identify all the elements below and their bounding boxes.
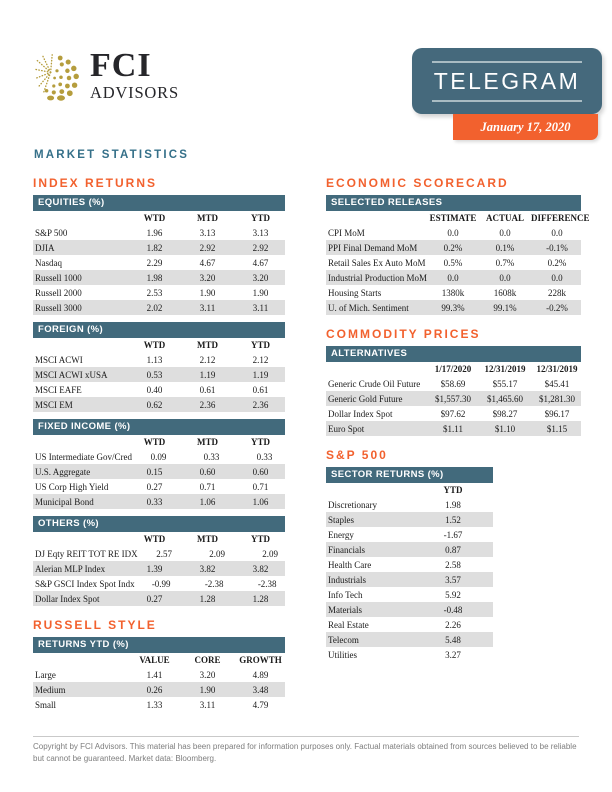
row-label: DJIA [35,242,55,253]
table-row [326,632,493,647]
column-header: MTD [197,437,218,447]
cell-value: 0.0 [499,227,511,238]
cell-value: 0.2% [547,257,567,268]
table-row [326,376,581,391]
cell-value: $1,465.60 [487,393,523,404]
table-row [33,576,285,591]
row-label: Russell 2000 [35,287,82,298]
cell-value: $45.41 [544,378,570,389]
table-row [33,479,285,494]
cell-value: 0.71 [199,481,216,492]
row-label: CPI MoM [328,227,365,238]
cell-value: 0.71 [252,481,269,492]
logo-line-fci: FCI [90,47,152,84]
table-row [326,572,493,587]
row-label: S&P GSCI Index Spot Indx [35,578,135,589]
left-column [33,176,285,719]
cell-value: $1.15 [546,423,568,434]
table-row [326,225,581,240]
content-columns [33,176,590,736]
table-row [33,225,285,240]
cell-value: 4.79 [252,699,269,710]
cell-value: -0.48 [443,604,463,615]
cell-value: 0.40 [146,384,163,395]
row-label: Housing Starts [328,287,382,298]
row-label: Dollar Index Spot [328,408,393,419]
table-title-bar: FIXED INCOME (%) [33,419,285,435]
table-title-bar: RETURNS YTD (%) [33,637,285,653]
cell-value: 3.20 [199,669,216,680]
table-row [326,285,581,300]
cell-value: 0.33 [256,451,273,462]
table-row [33,352,285,367]
row-label: Real Estate [328,619,369,630]
row-label: Industrial Production MoM [328,272,427,283]
row-label: Health Care [328,559,372,570]
row-label: Medium [35,684,66,695]
table-row [326,240,581,255]
column-header: YTD [250,340,270,350]
data-table [326,346,581,436]
cell-value: 2.12 [199,354,216,365]
cell-value: 1.28 [199,593,216,604]
banner-rule-top [432,61,582,63]
cell-value: 2.92 [252,242,269,253]
cell-value: 2.57 [156,548,172,559]
column-header-row [33,532,285,546]
cell-value: 0.0 [499,272,511,283]
table-row [326,602,493,617]
cell-value: 0.27 [146,481,163,492]
column-header: WTD [143,340,166,350]
table-row [33,682,285,697]
column-header: MTD [197,534,218,544]
cell-value: 1.98 [146,272,163,283]
table-row [326,557,493,572]
cell-value: 3.11 [252,302,269,313]
cell-value: $55.17 [492,378,518,389]
right-column [326,176,590,669]
row-label: Russell 1000 [35,272,82,283]
cell-value: -0.99 [151,578,171,589]
cell-value: 1.52 [445,514,461,525]
table-row [326,391,581,406]
row-label: S&P 500 [35,227,68,238]
column-header: CORE [194,655,221,665]
table-row [326,647,493,662]
column-header: WTD [143,437,166,447]
row-label: Retail Sales Ex Auto MoM [328,257,426,268]
cell-value: 2.92 [199,242,216,253]
table-row [326,497,493,512]
cell-value: 4.89 [252,669,269,680]
cell-value: $58.69 [440,378,466,389]
table-row [326,527,493,542]
row-label: Generic Gold Future [328,393,403,404]
row-label: Financials [328,544,365,555]
cell-value: 0.0 [551,272,563,283]
data-table [33,322,285,412]
cell-value: 0.15 [146,466,163,477]
cell-value: $1.11 [443,423,463,434]
cell-value: 2.09 [262,548,278,559]
section-heading: RUSSELL STYLE [33,618,157,632]
column-header: WTD [143,534,166,544]
row-label: MSCI ACWI xUSA [35,369,108,380]
cell-value: 5.48 [445,634,461,645]
cell-value: 0.53 [146,369,163,380]
cell-value: 3.11 [199,302,216,313]
cell-value: 2.36 [199,399,216,410]
row-label: US Corp High Yield [35,481,109,492]
data-table [33,637,285,712]
row-label: Generic Crude Oil Future [328,378,421,389]
column-header: MTD [197,340,218,350]
cell-value: 4.67 [252,257,269,268]
cell-value: 1608k [493,287,517,298]
column-header: YTD [250,534,270,544]
cell-value: 3.82 [252,563,269,574]
cell-value: 1.41 [146,669,163,680]
logo-wordmark [90,47,179,103]
cell-value: 1.90 [199,287,216,298]
cell-value: 2.12 [252,354,269,365]
telegram-banner [412,48,602,114]
cell-value: 1.13 [146,354,163,365]
cell-value: 0.87 [445,544,461,555]
cell-value: $1,281.30 [539,393,575,404]
table-row [326,255,581,270]
cell-value: 2.09 [209,548,225,559]
cell-value: 2.26 [445,619,461,630]
column-header: GROWTH [239,655,282,665]
cell-value: 0.26 [146,684,163,695]
cell-value: 3.48 [252,684,269,695]
column-header: DIFFERENCE [531,213,590,223]
cell-value: 1.06 [199,496,216,507]
cell-value: 1.28 [252,593,269,604]
column-header: YTD [250,213,270,223]
cell-value: 1.06 [252,496,269,507]
cell-value: 2.36 [252,399,269,410]
footer-disclaimer: Copyright by FCI Advisors. This material has been prepared for information purposes only. Factual materials obtained from sources believed to be reliable but cannot be guaranteed. Market data: Bloomberg. [33,742,577,763]
table-row [326,421,581,436]
row-label: Municipal Bond [35,496,94,507]
cell-value: -2.38 [204,578,224,589]
cell-value: 3.27 [445,649,461,660]
row-label: DJ Eqty REIT TOT RE IDX [35,548,138,559]
cell-value: 0.61 [199,384,216,395]
cell-value: 0.1% [495,242,515,253]
table-row [33,397,285,412]
table-title-bar: ALTERNATIVES [326,346,581,362]
table-title-bar: SECTOR RETURNS (%) [326,467,493,483]
cell-value: 0.09 [150,451,167,462]
fci-globe-logo-icon [33,53,81,103]
column-header-row [326,362,581,376]
cell-value: 1.19 [252,369,269,380]
section-commodity-prices [326,327,581,436]
section-heading: COMMODITY PRICES [326,327,481,341]
page-title: MARKET STATISTICS [34,149,190,161]
cell-value: $1,557.30 [435,393,471,404]
table-row [326,587,493,602]
row-label: U. of Mich. Sentiment [328,302,409,313]
table-row [326,300,581,315]
column-header: WTD [143,213,166,223]
table-row [326,512,493,527]
cell-value: 0.7% [495,257,515,268]
table-row [326,406,581,421]
cell-value: 99.1% [493,302,517,313]
table-title-bar: EQUITIES (%) [33,195,285,211]
column-header-row [33,338,285,352]
column-header-row [326,483,493,497]
cell-value: 0.2% [443,242,463,253]
cell-value: 99.3% [441,302,465,313]
section-heading: INDEX RETURNS [33,176,158,190]
logo-line-advisors: ADVISORS [90,83,179,103]
cell-value: 1.98 [445,499,461,510]
cell-value: 5.92 [445,589,461,600]
table-row [33,464,285,479]
section-russell-style [33,618,285,712]
cell-value: 0.0 [447,227,459,238]
cell-value: $98.27 [492,408,518,419]
table-title-bar: FOREIGN (%) [33,322,285,338]
cell-value: 0.61 [252,384,269,395]
table-row [33,300,285,315]
row-label: Industrials [328,574,366,585]
cell-value: -2.38 [257,578,277,589]
cell-value: 3.13 [252,227,269,238]
row-label: Staples [328,514,354,525]
row-label: Info Tech [328,589,363,600]
cell-value: $1.10 [494,423,516,434]
cell-value: 3.57 [445,574,461,585]
section-heading: S&P 500 [326,448,388,462]
row-label: Discretionary [328,499,377,510]
cell-value: 228k [548,287,566,298]
row-label: Nasdaq [35,257,62,268]
data-table [326,467,493,662]
row-label: PPI Final Demand MoM [328,242,418,253]
column-header: VALUE [139,655,170,665]
table-row [33,240,285,255]
cell-value: 1380k [441,287,465,298]
column-header-row [33,435,285,449]
row-label: Alerian MLP Index [35,563,106,574]
footer-divider [33,736,579,737]
column-header: ACTUAL [485,213,524,223]
row-label: Utilities [328,649,357,660]
column-header-row [33,653,285,667]
fci-advisors-logo [33,47,179,103]
section-heading: ECONOMIC SCORECARD [326,176,509,190]
cell-value: 1.96 [146,227,163,238]
data-table [33,195,285,315]
cell-value: -0.1% [546,242,568,253]
cell-value: 0.27 [146,593,163,604]
cell-value: -1.67 [443,529,463,540]
cell-value: 0.62 [146,399,163,410]
row-label: Large [35,669,56,680]
cell-value: 3.11 [199,699,216,710]
table-row [33,697,285,712]
column-header-row [33,211,285,225]
column-header: YTD [443,485,463,495]
table-row [326,617,493,632]
row-label: Russell 3000 [35,302,82,313]
cell-value: $96.17 [544,408,570,419]
row-label: Energy [328,529,354,540]
cell-value: 2.58 [445,559,461,570]
row-label: US Intermediate Gov/Cred [35,451,132,462]
row-label: Euro Spot [328,423,365,434]
cell-value: 2.29 [146,257,163,268]
table-row [33,546,285,561]
cell-value: 0.0 [551,227,563,238]
row-label: MSCI EAFE [35,384,82,395]
banner-title: TELEGRAM [433,67,581,94]
row-label: Telecom [328,634,359,645]
banner-rule-bottom [432,100,582,102]
column-header: ESTIMATE [429,213,477,223]
cell-value: 1.82 [146,242,163,253]
column-header: 12/31/2019 [536,364,578,374]
column-header-row [326,211,590,225]
table-row [326,542,493,557]
table-row [33,449,285,464]
cell-value: 3.82 [199,563,216,574]
cell-value: 3.13 [199,227,216,238]
table-row [33,667,285,682]
cell-value: 3.20 [199,272,216,283]
table-row [33,367,285,382]
cell-value: 0.60 [252,466,269,477]
row-label: MSCI EM [35,399,73,410]
cell-value: -0.2% [546,302,568,313]
table-row [33,561,285,576]
issue-date-band: January 17, 2020 [453,114,598,140]
section-s-p-500 [326,448,581,662]
column-header: 12/31/2019 [484,364,526,374]
table-row [33,270,285,285]
table-row [33,255,285,270]
cell-value: 0.60 [199,466,216,477]
table-row [33,285,285,300]
data-table [33,516,285,606]
table-row [326,270,581,285]
cell-value: 4.67 [199,257,216,268]
table-row [33,494,285,509]
cell-value: 1.19 [199,369,216,380]
data-table [326,195,590,315]
table-title-bar: SELECTED RELEASES [326,195,581,211]
cell-value: 1.90 [199,684,216,695]
table-row [33,591,285,606]
column-header: MTD [197,213,218,223]
row-label: MSCI ACWI [35,354,83,365]
cell-value: 0.5% [443,257,463,268]
cell-value: 1.39 [146,563,163,574]
row-label: U.S. Aggregate [35,466,91,477]
column-header: YTD [250,437,270,447]
cell-value: 3.20 [252,272,269,283]
row-label: Dollar Index Spot [35,593,100,604]
section-economic-scorecard [326,176,590,315]
data-table [33,419,285,509]
column-header: 1/17/2020 [434,364,472,374]
section-index-returns [33,176,285,606]
cell-value: 1.33 [146,699,163,710]
cell-value: 2.02 [146,302,163,313]
table-row [33,382,285,397]
table-title-bar: OTHERS (%) [33,516,285,532]
cell-value: 0.33 [146,496,163,507]
cell-value: 0.0 [447,272,459,283]
row-label: Materials [328,604,362,615]
row-label: Small [35,699,57,710]
cell-value: 1.90 [252,287,269,298]
cell-value: $97.62 [440,408,466,419]
cell-value: 0.33 [203,451,220,462]
cell-value: 2.53 [146,287,163,298]
